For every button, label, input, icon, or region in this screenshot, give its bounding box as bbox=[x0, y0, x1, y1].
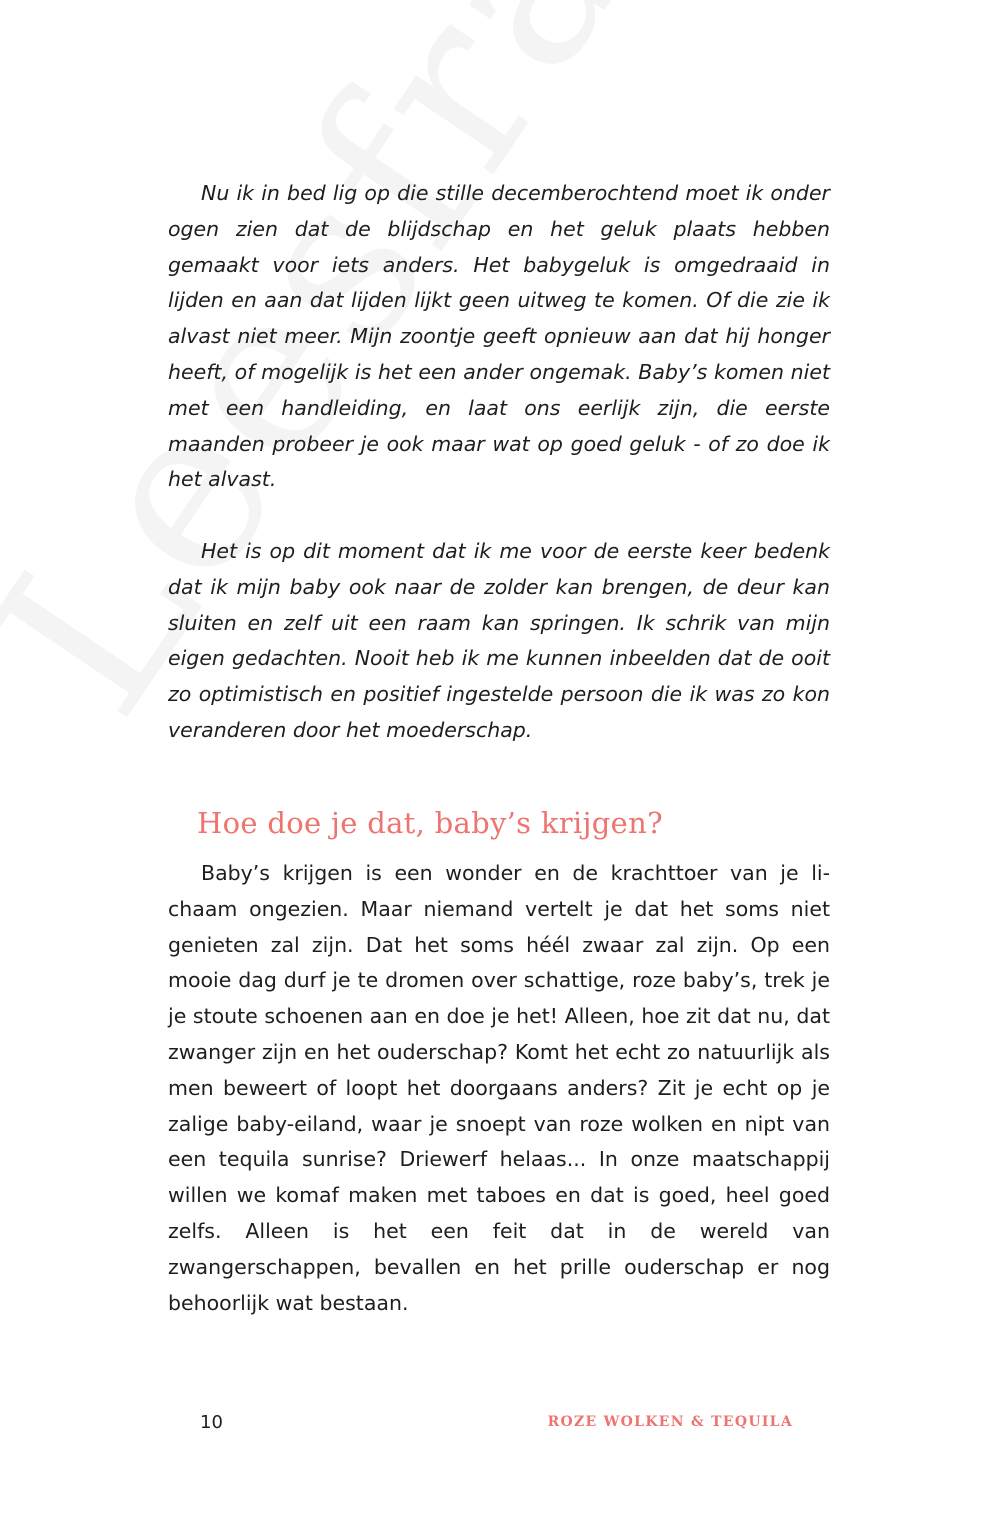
italic-paragraph-2: Het is op dit moment dat ik me voor de eerste keer bedenk dat ik mijn baby ook naar de zolder kan brengen, de deur kan sluiten en zelf uit een raam kan springen. Ik schrik van mijn eigen gedachten. Nooit heb ik me kunnen inbeelden dat de ooit zo optimistisch en positief ingestelde persoon die ik was zo kon veranderen door het moederschap. bbox=[168, 539, 830, 742]
italic-paragraph-1: Nu ik in bed lig op die stille decemberochtend moet ik onder ogen zien dat de blijdschap en het geluk plaats hebben gemaakt voor iets anders. Het babygeluk is omgedraaid in lijden en aan dat lijden lijkt geen uitweg te komen. Of die zie ik alvast niet meer. Mijn zoontje geeft opnieuw aan dat hij honger heeft, of mogelijk is het een ander ongemak. Baby’s komen niet met een handleiding, en laat ons eerlijk zijn, die eerste maanden probeer je ook maar wat op goed geluk - of zo doe ik het alvast. bbox=[168, 181, 830, 492]
running-footer-title: ROZE WOLKEN & TEQUILA bbox=[547, 1414, 793, 1430]
page-number: 10 bbox=[200, 1412, 223, 1433]
section-heading: Hoe doe je dat, baby’s krijgen? bbox=[197, 806, 663, 840]
body-paragraph: Baby’s krijgen is een wonder en de krachttoer van je lichaam ongezien. Maar niemand vertelt je dat het soms niet genieten zal zijn. Dat het soms héél zwaar zal zijn. Op een mooie dag durf je te dromen over schattige, roze baby’s, trek je je stoute schoenen aan en doe je het! Alleen, hoe zit dat nu, dat zwanger zijn en het ouderschap? Komt het echt zo natuurlijk als men beweert of loopt het doorgaans anders? Zit je echt op je zalige baby-eiland, waar je snoept van roze wolken en nipt van een tequila sunrise? Driewerf helaas... In onze maatschappij willen we komaf maken met taboes en dat is goed, heel goed zelfs. Alleen is het een feit dat in de wereld van zwangerschappen, bevallen en het prille ouderschap er nog behoorlijk wat bestaan. bbox=[168, 861, 830, 1315]
